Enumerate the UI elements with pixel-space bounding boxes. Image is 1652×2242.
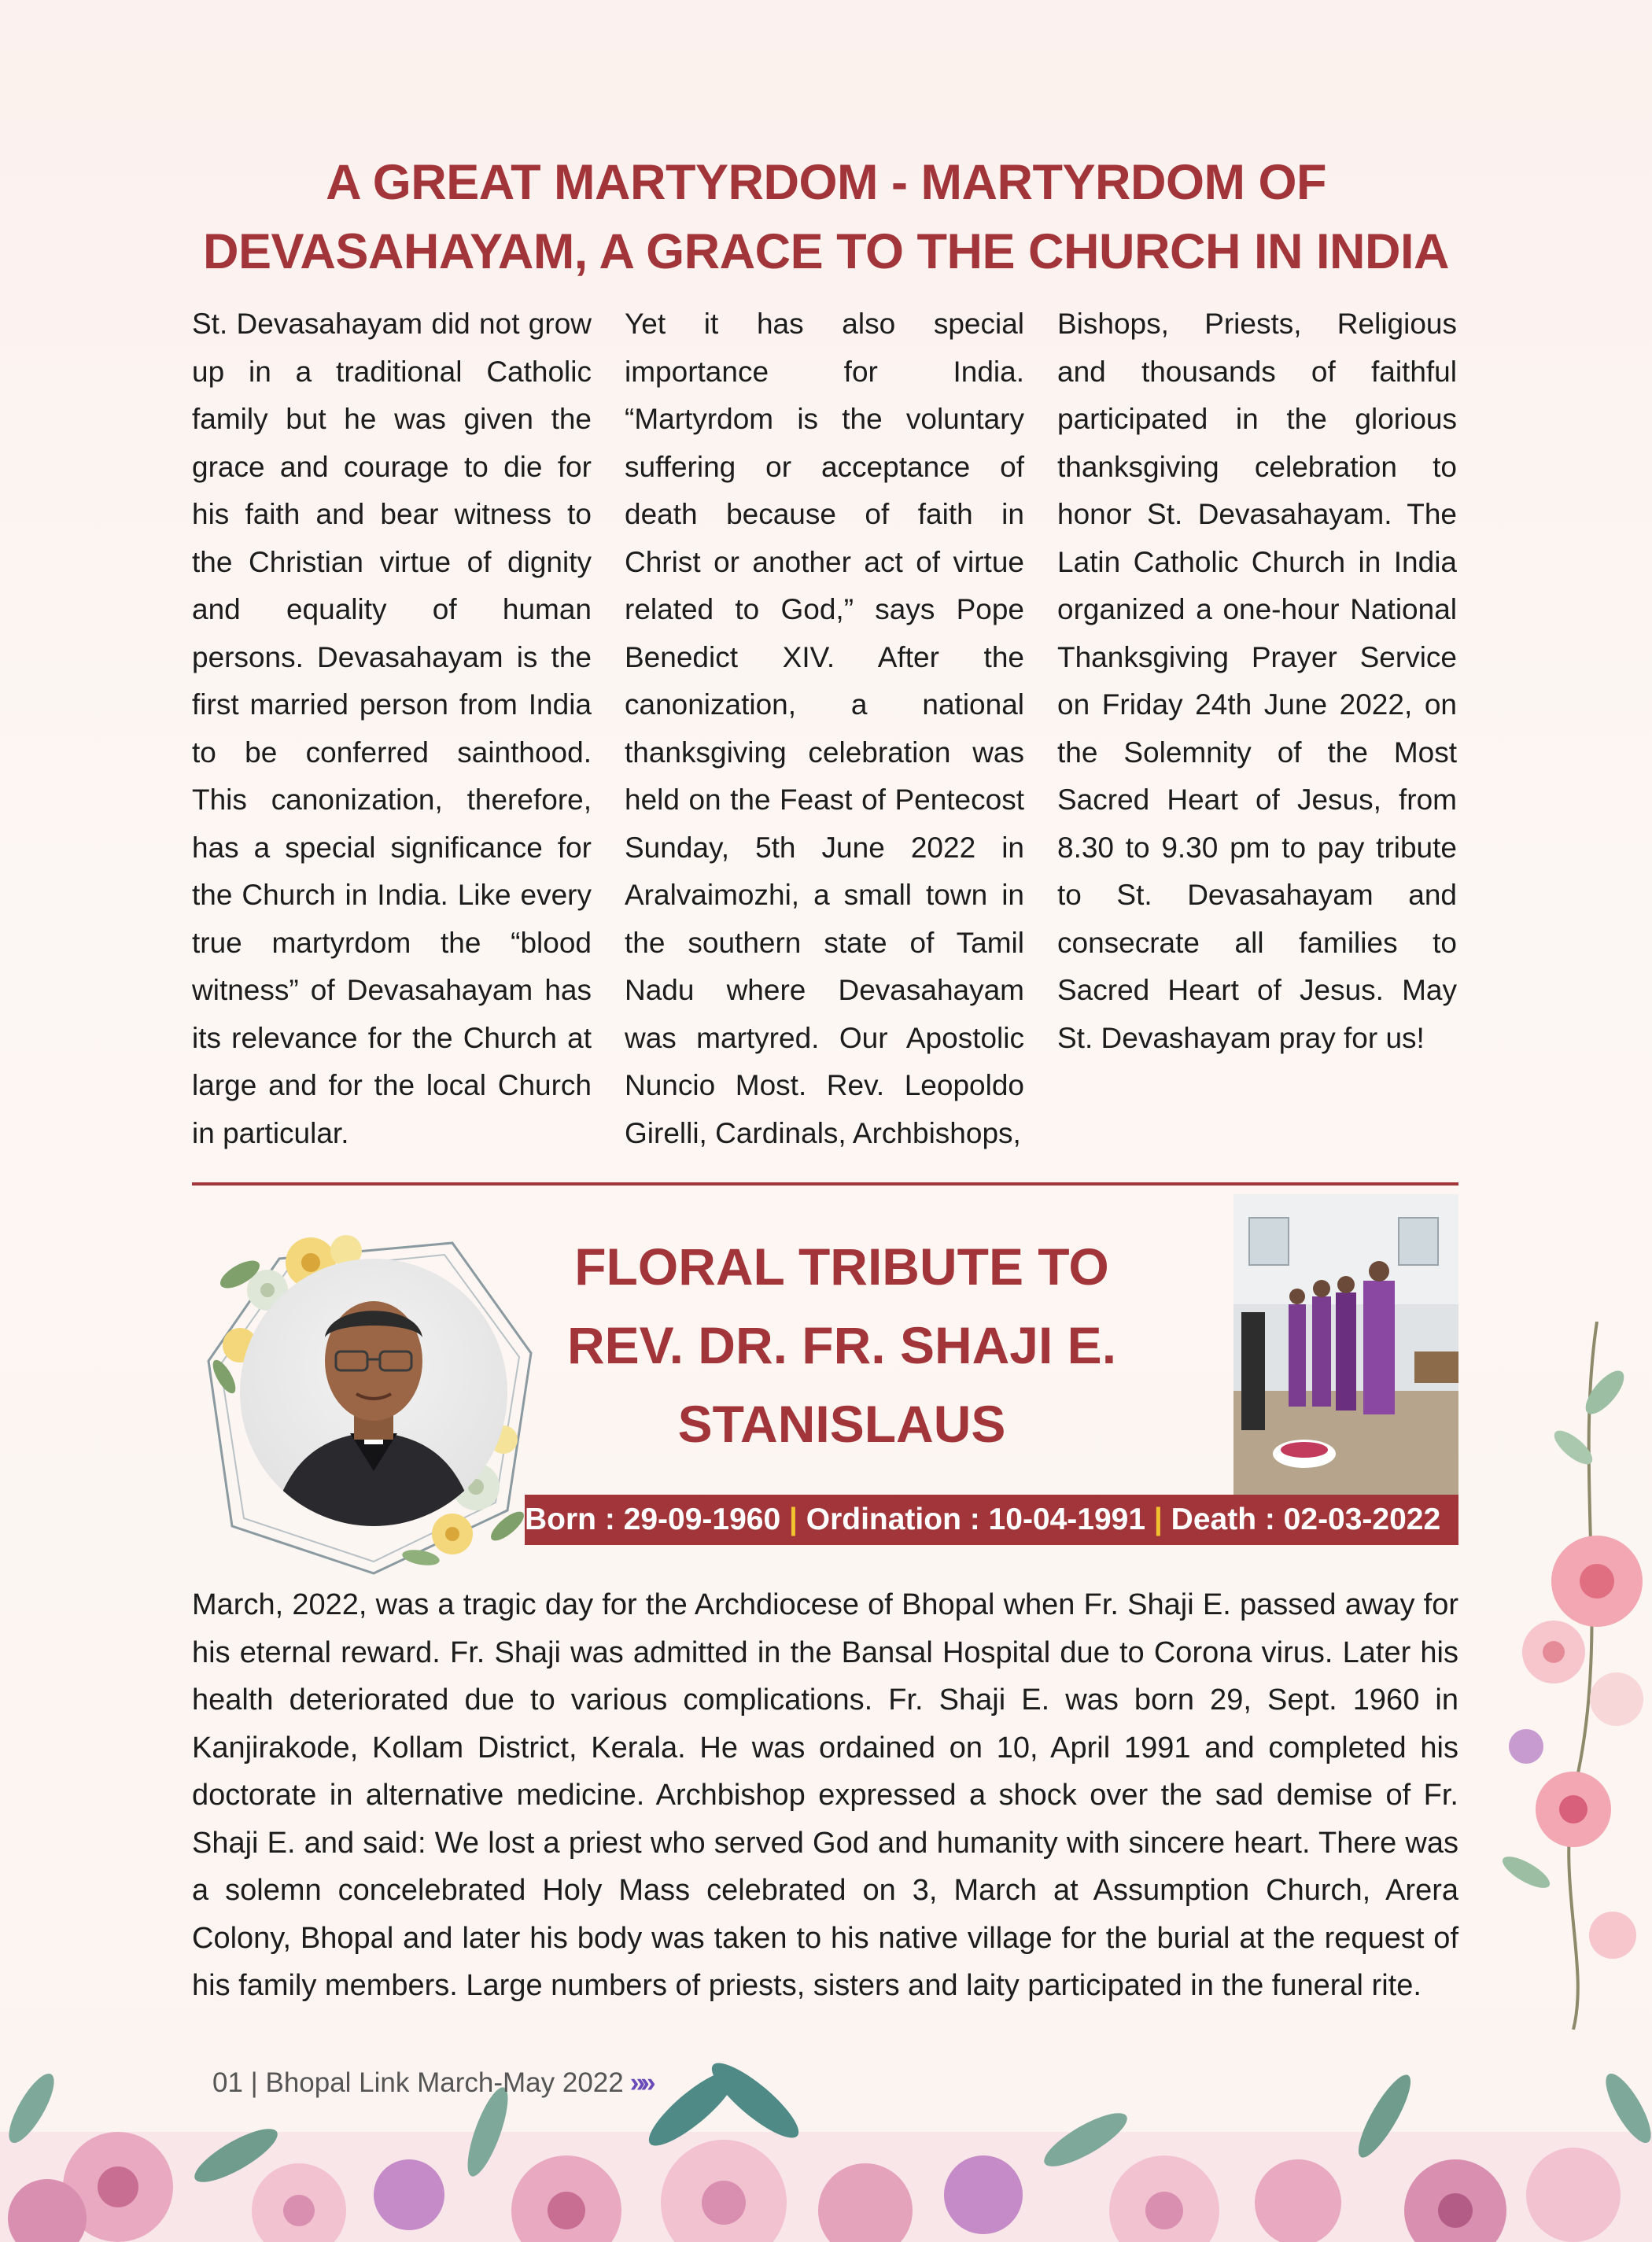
dates-bar bbox=[525, 1495, 1458, 1545]
article-title-line2: DEVASAHAYAM, A GRACE TO THE CHURCH IN INDIA bbox=[203, 224, 1449, 279]
footer-text: 01 | Bhopal Link March-May 2022 bbox=[212, 2067, 624, 2098]
section-divider bbox=[192, 1182, 1458, 1186]
priest-portrait-illustration bbox=[240, 1259, 507, 1526]
floral-decoration-right bbox=[1479, 1322, 1652, 2030]
page-footer bbox=[212, 2067, 651, 2099]
article-title-line1: A GREAT MARTYRDOM - MARTYRDOM OF bbox=[326, 155, 1326, 210]
article-column-1: St. Devasahayam did not grow up in a traditional Catholic family but he was given the grace and courage to die for his faith and bear witness to the Christian virtue of dignity and equality of human persons. Devasahayam is the first married person from India to be conferred sainthood. This canonization, therefore, has a special significance for the Church in India. Like every true martyrdom the “blood witness” of Devasahayam has its relevance for the Church at large and for the local Church in particular. bbox=[192, 308, 592, 1149]
tribute-body: March, 2022, was a tragic day for the Archdiocese of Bhopal when Fr. Shaji E. passed away for his eternal reward. Fr. Shaji was admitted in the Bansal Hospital due to Corona virus. Later his health deteriorated due to various complications. Fr. Shaji E. was born 29, Sept. 1960 in Kanjirakode, Kollam District, Kerala. He was ordained on 10, April 1991 and completed his doctorate in alternative medicine. Archbishop expressed a shock over the sad demise of Fr. Shaji E. and said: We lost a priest who served God and humanity with sincere heart. There was a solemn concelebrated Holy Mass celebrated on 3, March at Assumption Church, Arera Colony, Bhopal and later his body was taken to his native village for the burial at the request of his family members. Large numbers of priests, sisters and laity participated in the funeral rite. bbox=[192, 1588, 1458, 2002]
floral-decoration-bottom bbox=[0, 2014, 1652, 2242]
priest-portrait bbox=[240, 1259, 507, 1526]
tribute-title-line3: STANISLAUS bbox=[677, 1395, 1006, 1453]
funeral-mass-illustration bbox=[1233, 1194, 1458, 1495]
tribute-title bbox=[566, 1227, 1117, 1463]
death-date: Death : 02-03-2022 bbox=[1171, 1503, 1441, 1536]
born-date: Born : 29-09-1960 bbox=[525, 1503, 781, 1536]
separator: | bbox=[1153, 1503, 1163, 1536]
ordination-date: Ordination : 10-04-1991 bbox=[806, 1503, 1146, 1536]
article-column-2: Yet it has also special importance for India. “Martyrdom is the voluntary suffering or acceptance of death because of faith in Christ or another act of virtue related to God,” says Pope Benedict XIV. After the canonization, a national thanksgiving celebration was held on the Feast of Pentecost Sunday, 5th June 2022 in Aralvaimozhi, a small town in the southern state of Tamil Nadu where Devasahayam was martyred. Our Apostolic Nuncio Most. Rev. Leopoldo Girelli, Cardinals, Archbishops, bbox=[625, 308, 1024, 1149]
tribute-title-line1: FLORAL TRIBUTE TO bbox=[574, 1237, 1109, 1296]
article-column-3: Bishops, Priests, Religious and thousands of faithful participated in the glorious thanksgiving celebration to honor St. Devasahayam. The Latin Catholic Church in India organized a one-hour National Thanksgiving Prayer Service on Friday 24th June 2022, on the Solemnity of the Most Sacred Heart of Jesus, from 8.30 to 9.30 pm to pay tribute to St. Devasahayam and consecrate all families to Sacred Heart of Jesus. May St. Devashayam pray for us! bbox=[1057, 308, 1457, 1054]
funeral-mass-photo bbox=[1233, 1194, 1458, 1495]
chevron-right-icon: »» bbox=[629, 2067, 651, 2098]
article-title bbox=[157, 148, 1495, 286]
separator: | bbox=[788, 1503, 798, 1536]
tribute-title-line2: REV. DR. FR. SHAJI E. bbox=[566, 1316, 1117, 1374]
